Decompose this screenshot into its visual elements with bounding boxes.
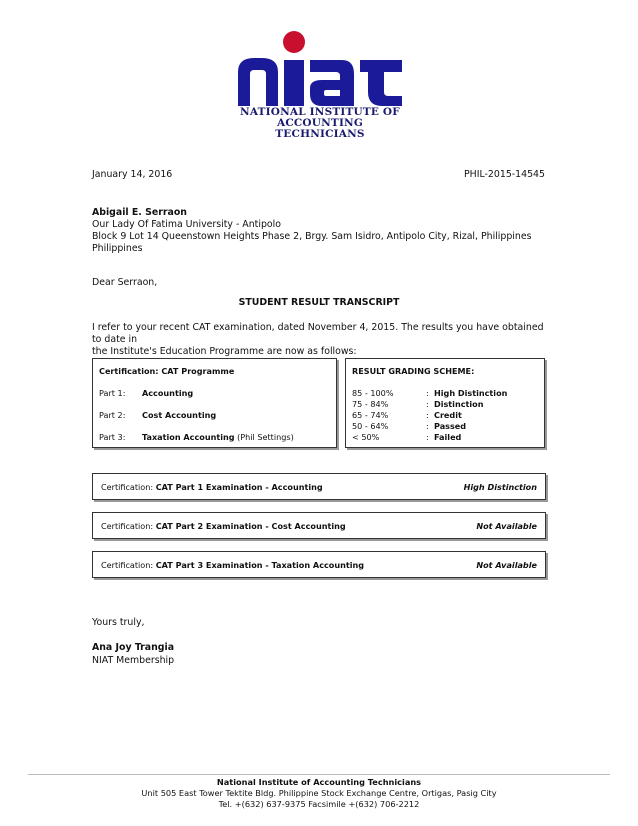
intro-line-2: the Institute's Education Programme are now as follows:	[92, 346, 357, 357]
signer-name: Ana Joy Trangia	[92, 642, 175, 653]
result-row-part-2	[92, 512, 546, 539]
part-label: Part 2:	[99, 410, 126, 420]
grade-range: 50 - 64%	[352, 421, 389, 431]
niat-logo-mark	[236, 30, 404, 106]
document-heading: STUDENT RESULT TRANSCRIPT	[238, 297, 400, 308]
valediction: Yours truly,	[92, 617, 145, 628]
result-exam: Certification: CAT Part 2 Examination - Cost Accounting	[101, 521, 346, 531]
grade-name: Failed	[434, 432, 462, 442]
grade-name: High Distinction	[434, 388, 508, 398]
grade-separator: :	[426, 421, 429, 431]
result-status: High Distinction	[463, 482, 537, 492]
grade-separator: :	[426, 432, 429, 442]
grade-range: < 50%	[352, 432, 380, 442]
reference-number: PHIL-2015-14545	[464, 169, 545, 180]
recipient-school: Our Lady Of Fatima University - Antipolo	[92, 219, 281, 230]
intro-line-1: I refer to your recent CAT examination, dated November 4, 2015. The results you have obtained to date in	[92, 322, 544, 345]
recipient-country: Philippines	[92, 243, 143, 254]
footer-address: Unit 505 East Tower Tektite Bldg. Philippine Stock Exchange Centre, Ortigas, Pasig City	[141, 788, 497, 798]
result-row-part-1	[92, 473, 546, 500]
footer-contact: Tel. +(632) 637-9375 Facsimile +(632) 706-2212	[218, 799, 420, 809]
part-name: Cost Accounting	[142, 410, 217, 420]
recipient-address: Block 9 Lot 14 Queenstown Heights Phase 2, Brgy. Sam Isidro, Antipolo City, Rizal, Philippines	[92, 231, 532, 242]
logo-line-1: NATIONAL INSTITUTE OF	[240, 106, 400, 118]
letter-date: January 14, 2016	[92, 169, 173, 180]
grading-scheme-title: RESULT GRADING SCHEME:	[352, 366, 475, 376]
result-row-part-3	[92, 551, 546, 578]
certification-box-title: Certification: CAT Programme	[99, 366, 235, 376]
grade-name: Passed	[434, 421, 467, 431]
footer-divider	[28, 774, 610, 775]
grade-name: Distinction	[434, 399, 484, 409]
part-name: Taxation Accounting (Phil Settings)	[142, 432, 294, 442]
grade-range: 85 - 100%	[352, 388, 394, 398]
signer-title: NIAT Membership	[92, 655, 175, 666]
footer	[0, 777, 638, 810]
part-name: Accounting	[142, 388, 194, 398]
grade-range: 65 - 74%	[352, 410, 389, 420]
result-status: Not Available	[476, 560, 537, 570]
logo-red-dot	[283, 31, 305, 53]
intro-paragraph	[92, 322, 552, 358]
recipient-name: Abigail E. Serraon	[92, 207, 187, 218]
footer-org: National Institute of Accounting Technicians	[216, 777, 422, 787]
grade-name: Credit	[434, 410, 462, 420]
logo-line-2: ACCOUNTING TECHNICIANS	[275, 117, 365, 140]
grading-scheme-box	[345, 358, 545, 448]
grade-range: 75 - 84%	[352, 399, 389, 409]
grade-separator: :	[426, 410, 429, 420]
logo-letter-a	[310, 60, 354, 106]
niat-logo	[236, 30, 404, 140]
part-label: Part 3:	[99, 432, 126, 442]
recipient-block	[92, 207, 532, 255]
result-exam: Certification: CAT Part 3 Examination - Taxation Accounting	[101, 560, 365, 570]
certification-box	[92, 358, 337, 448]
result-exam: Certification: CAT Part 1 Examination - Accounting	[101, 482, 323, 492]
logo-letter-i	[284, 60, 304, 106]
logo-wordmark	[236, 107, 404, 140]
logo-letter-n	[238, 58, 278, 106]
grade-separator: :	[426, 388, 429, 398]
logo-letter-t	[360, 60, 402, 106]
salutation: Dear Serraon,	[92, 277, 158, 288]
result-status: Not Available	[476, 521, 537, 531]
grade-separator: :	[426, 399, 429, 409]
part-label: Part 1:	[99, 388, 126, 398]
